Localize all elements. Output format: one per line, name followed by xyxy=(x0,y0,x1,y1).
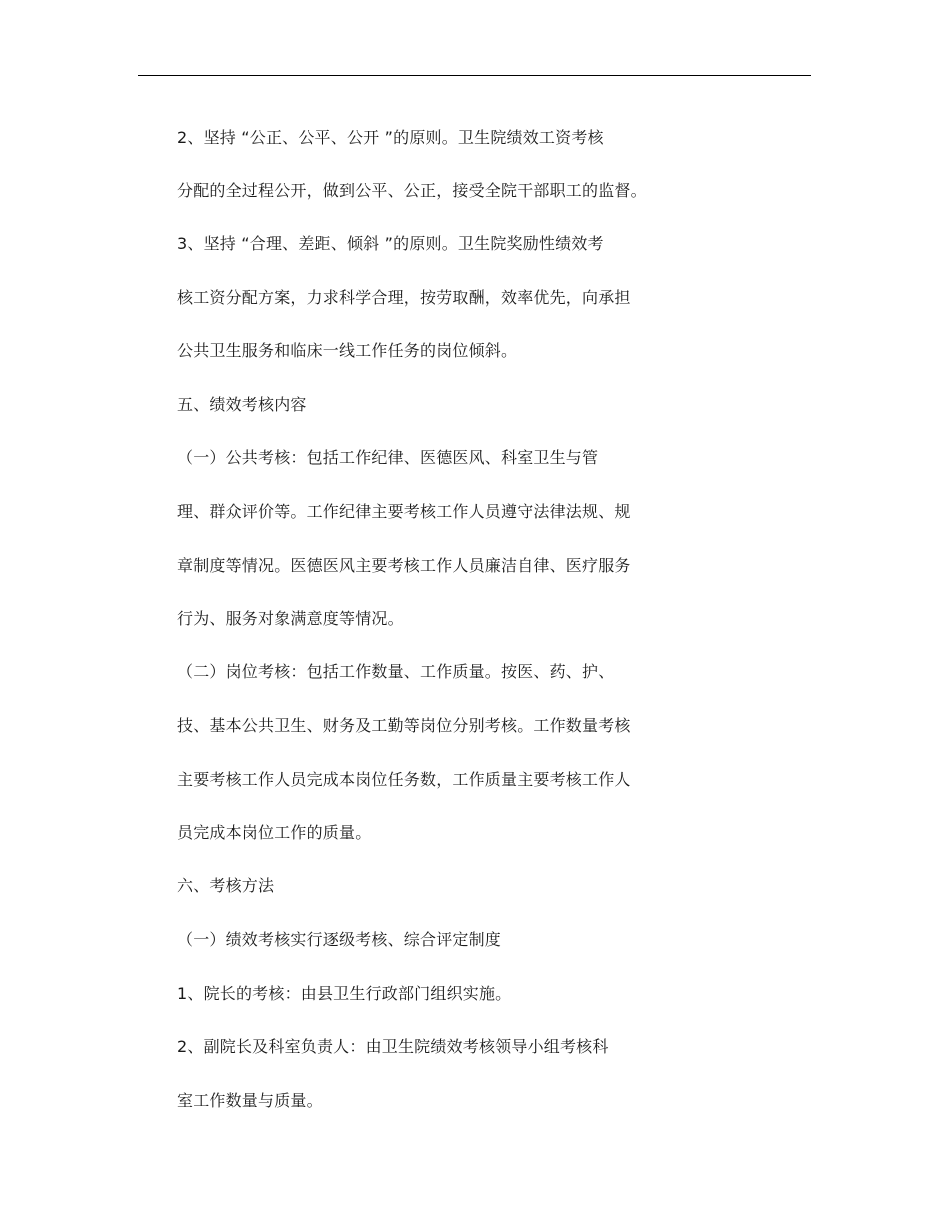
text-line: 员完成本岗位工作的质量。 xyxy=(177,823,372,842)
text-line: 行为、服务对象满意度等情况。 xyxy=(177,609,404,628)
section-heading: 五、绩效考核内容 xyxy=(177,395,307,414)
subsection-heading: （二）岗位考核：包括工作数量、工作质量。按医、药、护、 xyxy=(177,662,615,681)
text-line: 公共卫生服务和临床一线工作任务的岗位倾斜。 xyxy=(177,341,518,360)
text-line: 1、院长的考核：由县卫生行政部门组织实施。 xyxy=(177,984,512,1003)
text-line: 3、坚持 “合理、差距、倾斜 ”的原则。卫生院奖励性绩效考 xyxy=(177,234,604,253)
text-line: 2、副院长及科室负责人：由卫生院绩效考核领导小组考核科 xyxy=(177,1037,609,1056)
text-line: 理、群众评价等。工作纪律主要考核工作人员遵守法律法规、规 xyxy=(177,502,631,521)
text-line: 核工资分配方案，力求科学合理，按劳取酬，效率优先，向承担 xyxy=(177,288,631,307)
text-line: 章制度等情况。医德医风主要考核工作人员廉洁自律、医疗服务 xyxy=(177,556,631,575)
subsection-heading: （一）公共考核：包括工作纪律、医德医风、科室卫生与管 xyxy=(177,448,599,467)
subsection-heading: （一）绩效考核实行逐级考核、综合评定制度 xyxy=(177,930,502,949)
text-line: 主要考核工作人员完成本岗位任务数，工作质量主要考核工作人 xyxy=(177,770,631,789)
header-rule xyxy=(138,75,811,76)
text-line: 分配的全过程公开，做到公平、公正，接受全院干部职工的监督。 xyxy=(177,181,647,200)
text-line: 2、坚持 “公正、公平、公开 ”的原则。卫生院绩效工资考核 xyxy=(177,128,604,147)
section-heading: 六、考核方法 xyxy=(177,876,275,895)
text-line: 室工作数量与质量。 xyxy=(177,1091,323,1110)
text-line: 技、基本公共卫生、财务及工勤等岗位分别考核。工作数量考核 xyxy=(177,716,631,735)
